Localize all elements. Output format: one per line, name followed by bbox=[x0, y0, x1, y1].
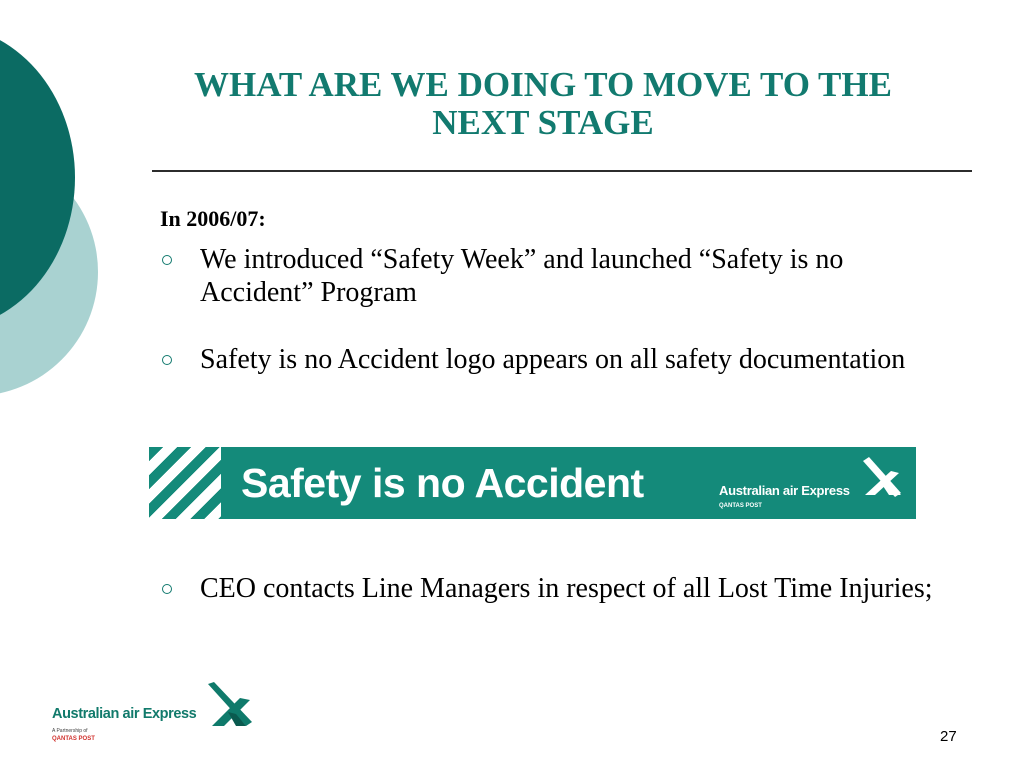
footer-brand-name: Australian air Express bbox=[52, 706, 197, 722]
bullet-item-3 bbox=[160, 572, 950, 605]
page-number: 27 bbox=[940, 728, 957, 745]
bullet-item-2 bbox=[160, 343, 950, 376]
banner-brand-name: Australian air Express bbox=[719, 483, 850, 498]
bullet-item-1 bbox=[160, 243, 950, 309]
title-divider bbox=[152, 170, 972, 172]
bullet-circle-icon bbox=[162, 584, 172, 594]
bullet-text: We introduced “Safety Week” and launched “Safety is no Accident” Program bbox=[200, 244, 844, 308]
banner-slogan: Safety is no Accident bbox=[241, 460, 644, 506]
footer-partnership-label: A Partnership of bbox=[52, 728, 88, 734]
footer-partners: QANTAS POST bbox=[52, 736, 95, 742]
safety-banner bbox=[149, 447, 916, 519]
bullet-circle-icon bbox=[162, 255, 172, 265]
slide-subheading: In 2006/07: bbox=[160, 206, 266, 231]
footer-logo bbox=[50, 682, 260, 746]
airexpress-logo-icon bbox=[206, 682, 254, 728]
slide-title: WHAT ARE WE DOING TO MOVE TO THE NEXT STAGE bbox=[194, 65, 892, 142]
airexpress-logo-icon bbox=[861, 455, 903, 499]
hazard-stripes-icon bbox=[149, 447, 221, 519]
bullet-text: CEO contacts Line Managers in respect of all Lost Time Injuries; bbox=[200, 573, 933, 604]
banner-partners: QANTAS POST bbox=[719, 503, 762, 509]
bullet-text: Safety is no Accident logo appears on all safety documentation bbox=[200, 344, 906, 375]
bullet-circle-icon bbox=[162, 355, 172, 365]
banner-main bbox=[231, 447, 916, 519]
